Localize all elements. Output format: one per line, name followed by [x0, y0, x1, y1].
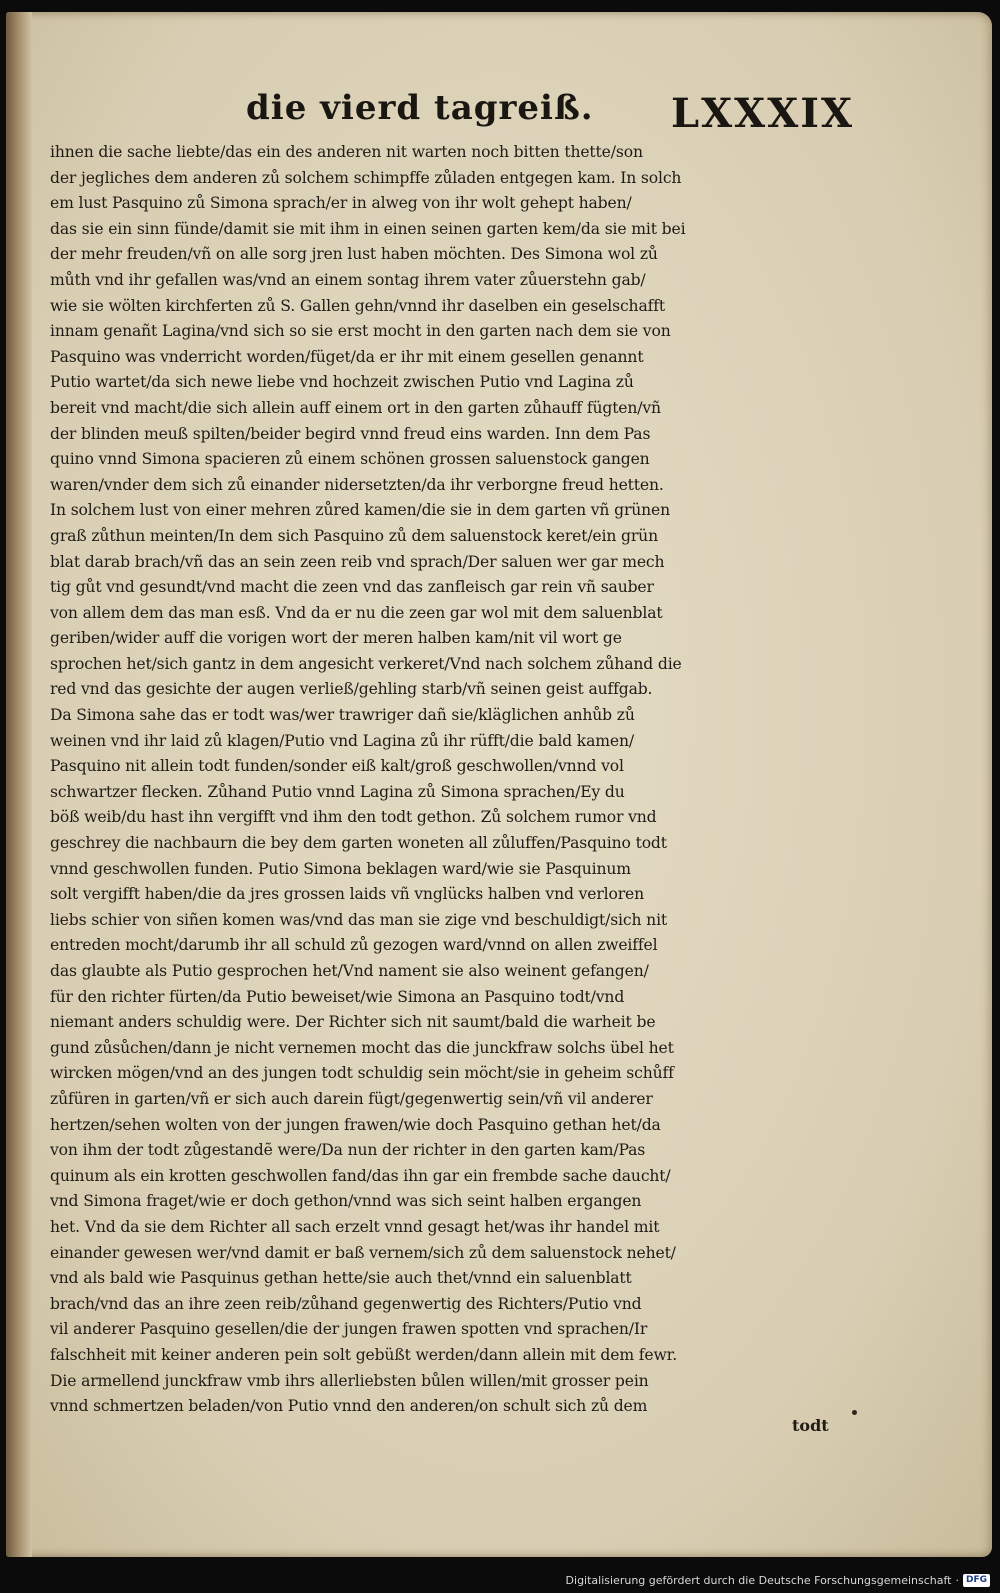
text-line: der blinden meuß spilten/beider begird vnnd freud eins warden. Inn dem Pas [50, 424, 651, 443]
text-line: Pasquino was vnderricht worden/füget/da er ihr mit einem gesellen genannt [50, 347, 644, 366]
text-line: vnd als bald wie Pasquinus gethan hette/sie auch thet/vnnd ein saluenblatt [50, 1269, 632, 1288]
text-line: In solchem lust von einer mehren zůred kamen/die sie in dem garten vñ grünen [50, 501, 671, 520]
text-line: liebs schier von siñen komen was/vnd das man sie zige vnd beschuldigt/sich nit [50, 910, 668, 929]
text-line: der jegliches dem anderen zů solchem schimpffe zůladen entgegen kam. In solch [50, 168, 682, 187]
text-line: ihnen die sache liebte/das ein des anderen nit warten noch bitten thette/son [50, 143, 643, 161]
text-line: schwartzer flecken. Zůhand Putio vnnd Lagina zů Simona sprachen/Ey du [50, 782, 625, 801]
text-line: blat darab brach/vñ das an sein zeen reib vnd sprach/Der saluen wer gar mech [50, 552, 665, 571]
text-line: Putio wartet/da sich newe liebe vnd hochzeit zwischen Putio vnd Lagina zů [50, 373, 634, 392]
text-line: innam genañt Lagina/vnd sich so sie erst mocht in den garten nach dem sie von [50, 322, 671, 341]
footer-separator: · [955, 1574, 959, 1587]
text-line: Die armellend junckfraw vmb ihrs allerliebsten bůlen willen/mit grosser pein [50, 1371, 649, 1390]
text-line: vnd Simona fraget/wie er doch gethon/vnnd was sich seint halben ergangen [50, 1192, 642, 1211]
text-line: das glaubte als Putio gesprochen het/Vnd nament sie also weinent gefangen/ [50, 962, 649, 980]
text-line: solt vergifft haben/die da jres grossen laids vñ vnglücks halben vnd verloren [50, 885, 645, 904]
body-text [50, 140, 850, 1420]
text-line: quinum als ein krotten geschwollen fand/das ihn gar ein frembde sache daucht/ [50, 1166, 671, 1185]
text-line: von ihm der todt zůgestandẽ were/Da nun der richter in den garten kam/Pas [50, 1141, 646, 1160]
text-line: quino vnnd Simona spacieren zů einem schönen grossen saluenstock gangen [50, 450, 650, 469]
text-line: zůfüren in garten/vñ er sich auch darein fügt/gegenwertig sein/vñ vil anderer [50, 1089, 653, 1108]
ink-dot [852, 1410, 857, 1415]
running-head: die vierd tagreiß. [246, 88, 594, 128]
text-line: red vnd das gesichte der augen verließ/gehling starb/vñ seinen geist auffgab. [50, 680, 653, 699]
text-line: vnnd schmertzen beladen/von Putio vnnd den anderen/on schult sich zů dem [50, 1397, 648, 1416]
text-line: brach/vnd das an ihre zeen reib/zůhand gegenwertig des Richters/Putio vnd [50, 1294, 642, 1313]
text-line: gund zůsůchen/dann je nicht vernemen mocht das die junckfraw solchs übel het [50, 1038, 674, 1057]
text-line: einander gewesen wer/vnd damit er baß vernem/sich zů dem saluenstock nehet/ [50, 1243, 676, 1262]
text-line: vil anderer Pasquino gesellen/die der jungen frawen spotten vnd sprachen/Ir [50, 1320, 648, 1339]
book-page [6, 12, 992, 1557]
text-line: böß weib/du hast ihn vergifft vnd ihm den todt gethon. Zů solchem rumor vnd [50, 808, 657, 827]
text-line: tig gůt vnd gesundt/vnd macht die zeen vnd das zanfleisch gar rein vñ sauber [50, 578, 654, 597]
text-line: falschheit mit keiner anderen pein solt gebüßt werden/dann allein mit dem fewr. [50, 1345, 678, 1364]
text-line: für den richter fürten/da Putio beweiset/wie Simona an Pasquino todt/vnd [50, 987, 625, 1006]
text-line: geschrey die nachbaurn die bey dem garten woneten all zůluffen/Pasquino todt [50, 834, 667, 853]
text-line: waren/vnder dem sich zů einander nidersetzten/da ihr verborgne freud hetten. [50, 475, 664, 494]
text-line: das sie ein sinn fünde/damit sie mit ihm in einen seinen garten kem/da sie mit bei [50, 219, 686, 238]
footer-credit [566, 1574, 990, 1587]
text-line: Pasquino nit allein todt funden/sonder eiß kalt/groß geschwollen/vnnd vol [50, 757, 624, 776]
text-line: het. Vnd da sie dem Richter all sach erzelt vnnd gesagt het/was ihr handel mit [50, 1217, 660, 1236]
text-line: vnnd geschwollen funden. Putio Simona beklagen ward/wie sie Pasquinum [50, 859, 631, 878]
text-line: hertzen/sehen wolten von der jungen frawen/wie doch Pasquino gethan het/da [50, 1115, 661, 1134]
dfg-logo-icon: DFG [963, 1574, 990, 1587]
text-line: entreden mocht/darumb ihr all schuld zů gezogen ward/vnnd on allen zweiffel [50, 936, 658, 955]
text-line: niemant anders schuldig were. Der Richter sich nit saumt/bald die warheit be [50, 1013, 656, 1032]
text-line: wie sie wölten kirchferten zů S. Gallen gehn/vnnd ihr daselben ein geselschafft [50, 296, 665, 315]
text-line: geriben/wider auff die vorigen wort der meren halben kam/nit vil wort ge [50, 629, 622, 648]
text-line: graß zůthun meinten/In dem sich Pasquino zů dem saluenstock keret/ein grün [50, 526, 658, 545]
text-line: weinen vnd ihr laid zů klagen/Putio vnd Lagina zů ihr rüfft/die bald kamen/ [50, 731, 634, 750]
text-line: von allem dem das man esß. Vnd da er nu die zeen gar wol mit dem saluenblat [50, 603, 663, 622]
book-spine [6, 12, 32, 1557]
text-line: der mehr freuden/vñ on alle sorg jren lust haben möchten. Des Simona wol zů [50, 245, 658, 264]
text-line: bereit vnd macht/die sich allein auff einem ort in den garten zůhauff fügten/vñ [50, 398, 661, 417]
text-line: wircken mögen/vnd an des jungen todt schuldig sein möcht/sie in geheim schůff [50, 1064, 674, 1083]
text-line: sprochen het/sich gantz in dem angesicht verkeret/Vnd nach solchem zůhand die [50, 654, 682, 673]
footer-credit-text: Digitalisierung gefördert durch die Deutsche Forschungsgemeinschaft [565, 1574, 952, 1587]
catchword: todt [792, 1416, 829, 1435]
text-line: můth vnd ihr gefallen was/vnd an einem sontag ihrem vater zůuerstehn gab/ [50, 270, 646, 289]
text-line: em lust Pasquino zů Simona sprach/er in alweg von ihr wolt gehept haben/ [50, 194, 632, 213]
text-line: Da Simona sahe das er todt was/wer trawriger dañ sie/kläglichen anhůb zů [50, 706, 635, 725]
folio-number: LXXXIX [671, 90, 854, 137]
